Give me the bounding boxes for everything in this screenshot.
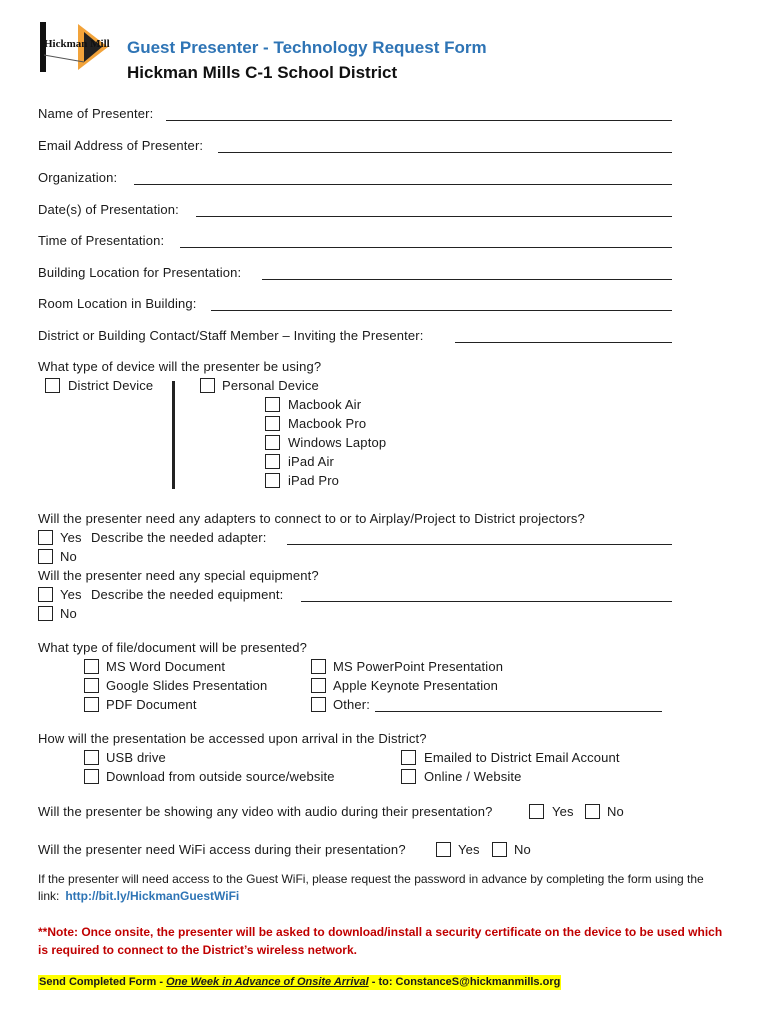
equipment-no-label: No bbox=[60, 606, 77, 621]
adapters-yes-checkbox[interactable] bbox=[38, 530, 53, 545]
pdf-checkbox[interactable] bbox=[84, 697, 99, 712]
wifi-question: Will the presenter need WiFi access during their presentation? bbox=[38, 842, 406, 857]
video-yes-label: Yes bbox=[552, 804, 574, 819]
building-location-label: Building Location for Presentation: bbox=[38, 265, 242, 280]
filetype-question: What type of file/document will be presented? bbox=[38, 640, 308, 655]
usb-drive-checkbox[interactable] bbox=[84, 750, 99, 765]
adapters-yes-label: Yes bbox=[60, 530, 82, 545]
building-location-field[interactable] bbox=[262, 279, 672, 280]
access-question: How will the presentation be accessed upon arrival in the District? bbox=[38, 731, 427, 746]
video-no-checkbox[interactable] bbox=[585, 804, 600, 819]
video-question: Will the presenter be showing any video with audio during their presentation? bbox=[38, 804, 493, 819]
emailed-label: Emailed to District Email Account bbox=[424, 750, 620, 765]
macbook-pro-label: Macbook Pro bbox=[288, 416, 367, 431]
other-filetype-label: Other: bbox=[333, 697, 371, 712]
wifi-no-checkbox[interactable] bbox=[492, 842, 507, 857]
adapters-no-checkbox[interactable] bbox=[38, 549, 53, 564]
download-label: Download from outside source/website bbox=[106, 769, 335, 784]
logo-text: Hickman Mills bbox=[44, 38, 110, 50]
presentation-dates-field[interactable] bbox=[196, 216, 672, 217]
macbook-air-label: Macbook Air bbox=[288, 397, 362, 412]
presenter-email-label: Email Address of Presenter: bbox=[38, 138, 204, 153]
ipad-pro-label: iPad Pro bbox=[288, 473, 340, 488]
wifi-note bbox=[38, 871, 733, 905]
device-question: What type of device will the presenter be using? bbox=[38, 359, 322, 374]
wifi-no-label: No bbox=[514, 842, 531, 857]
send-instructions bbox=[38, 975, 561, 990]
ms-word-label: MS Word Document bbox=[106, 659, 226, 674]
send-prefix: Send Completed Form - bbox=[39, 976, 167, 988]
room-location-label: Room Location in Building: bbox=[38, 296, 197, 311]
personal-device-checkbox[interactable] bbox=[200, 378, 215, 393]
ms-word-checkbox[interactable] bbox=[84, 659, 99, 674]
contact-staff-field[interactable] bbox=[455, 342, 672, 343]
adapters-describe-field[interactable] bbox=[287, 544, 672, 545]
room-location-field[interactable] bbox=[211, 310, 672, 311]
send-email: - to: ConstanceS@hickmanmills.org bbox=[368, 976, 561, 988]
equipment-describe-label: Describe the needed equipment: bbox=[91, 587, 284, 602]
online-label: Online / Website bbox=[424, 769, 522, 784]
wifi-yes-checkbox[interactable] bbox=[436, 842, 451, 857]
emailed-checkbox[interactable] bbox=[401, 750, 416, 765]
organization-label: Organization: bbox=[38, 170, 118, 185]
presentation-time-field[interactable] bbox=[180, 247, 672, 248]
presentation-time-label: Time of Presentation: bbox=[38, 233, 165, 248]
windows-laptop-label: Windows Laptop bbox=[288, 435, 387, 450]
other-filetype-checkbox[interactable] bbox=[311, 697, 326, 712]
adapters-no-label: No bbox=[60, 549, 77, 564]
wifi-link[interactable]: http://bit.ly/HickmanGuestWiFi bbox=[65, 889, 240, 903]
district-device-label: District Device bbox=[68, 378, 154, 393]
apple-keynote-label: Apple Keynote Presentation bbox=[333, 678, 499, 693]
form-title: Guest Presenter - Technology Request Form bbox=[127, 38, 487, 57]
presenter-email-field[interactable] bbox=[218, 152, 672, 153]
equipment-question: Will the presenter need any special equipment? bbox=[38, 568, 319, 583]
google-slides-label: Google Slides Presentation bbox=[106, 678, 268, 693]
apple-keynote-checkbox[interactable] bbox=[311, 678, 326, 693]
other-filetype-field[interactable] bbox=[375, 711, 662, 712]
pdf-label: PDF Document bbox=[106, 697, 197, 712]
ms-powerpoint-checkbox[interactable] bbox=[311, 659, 326, 674]
ipad-air-label: iPad Air bbox=[288, 454, 335, 469]
presenter-name-label: Name of Presenter: bbox=[38, 106, 154, 121]
equipment-describe-field[interactable] bbox=[301, 601, 672, 602]
usb-drive-label: USB drive bbox=[106, 750, 166, 765]
ms-powerpoint-label: MS PowerPoint Presentation bbox=[333, 659, 504, 674]
download-checkbox[interactable] bbox=[84, 769, 99, 784]
adapters-describe-label: Describe the needed adapter: bbox=[91, 530, 267, 545]
personal-device-label: Personal Device bbox=[222, 378, 319, 393]
presenter-name-field[interactable] bbox=[166, 120, 672, 121]
equipment-yes-label: Yes bbox=[60, 587, 82, 602]
equipment-yes-checkbox[interactable] bbox=[38, 587, 53, 602]
video-no-label: No bbox=[607, 804, 624, 819]
ipad-air-checkbox[interactable] bbox=[265, 454, 280, 469]
organization-field[interactable] bbox=[134, 184, 672, 185]
ipad-pro-checkbox[interactable] bbox=[265, 473, 280, 488]
adapters-question: Will the presenter need any adapters to connect to or to Airplay/Project to District projectors? bbox=[38, 511, 585, 526]
macbook-air-checkbox[interactable] bbox=[265, 397, 280, 412]
security-note: **Note: Once onsite, the presenter will be asked to download/install a security certificate on the device to be used which is required to connect to the District’s wireless network. bbox=[38, 925, 723, 957]
online-checkbox[interactable] bbox=[401, 769, 416, 784]
presentation-dates-label: Date(s) of Presentation: bbox=[38, 202, 179, 217]
district-device-checkbox[interactable] bbox=[45, 378, 60, 393]
equipment-no-checkbox[interactable] bbox=[38, 606, 53, 621]
divider bbox=[172, 381, 175, 489]
district-name: Hickman Mills C-1 School District bbox=[127, 63, 398, 82]
wifi-note-text: If the presenter will need access to the Guest WiFi, please request the password in advance by completing the form using the link: bbox=[38, 872, 704, 903]
google-slides-checkbox[interactable] bbox=[84, 678, 99, 693]
district-logo bbox=[40, 22, 110, 72]
video-yes-checkbox[interactable] bbox=[529, 804, 544, 819]
windows-laptop-checkbox[interactable] bbox=[265, 435, 280, 450]
macbook-pro-checkbox[interactable] bbox=[265, 416, 280, 431]
wifi-yes-label: Yes bbox=[458, 842, 480, 857]
contact-staff-label: District or Building Contact/Staff Member – Inviting the Presenter: bbox=[38, 328, 424, 343]
send-deadline: One Week in Advance of Onsite Arrival bbox=[166, 976, 369, 988]
